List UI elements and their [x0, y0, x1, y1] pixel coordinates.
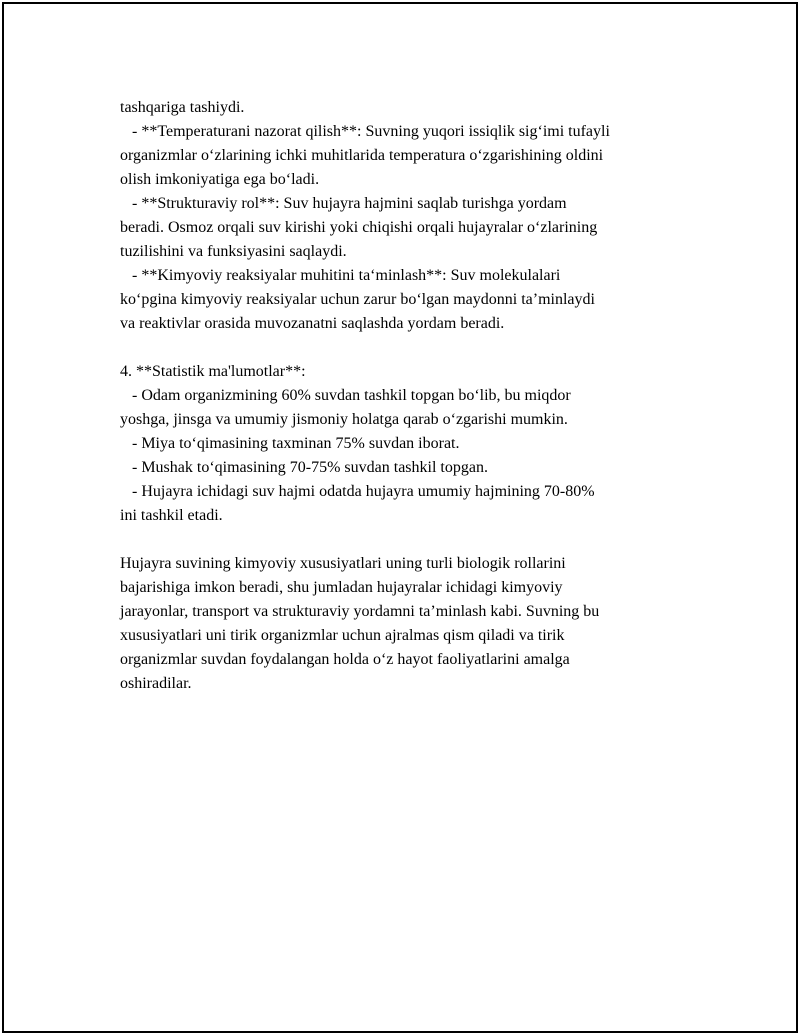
text-line: Hujayra suvining kimyoviy xususiyatlari uning turli biologik rollarini [120, 555, 566, 572]
paragraph-spacer [120, 528, 710, 552]
paragraph-conclusion [120, 552, 710, 696]
text-line: organizmlar o‘zlarining ichki muhitlarida temperatura o‘zgarishining oldini [120, 147, 604, 164]
text-line: va reaktivlar orasida muvozanatni saqlashda yordam beradi. [120, 315, 505, 332]
document-page [2, 2, 798, 1033]
document-body [120, 96, 710, 696]
text-line: olish imkoniyatiga ega bo‘ladi. [120, 171, 320, 188]
paragraph-spacer [120, 336, 710, 360]
text-line: - **Kimyoviy reaksiyalar muhitini ta‘minlash**: Suv molekulalari [120, 267, 561, 284]
text-line: - Mushak to‘qimasining 70-75% suvdan tashkil topgan. [120, 459, 488, 476]
text-line: tuzilishini va funksiyasini saqlaydi. [120, 243, 347, 260]
text-line: ini tashkil etadi. [120, 507, 223, 524]
text-line: xususiyatlari uni tirik organizmlar uchun ajralmas qism qiladi va tirik [120, 627, 565, 644]
text-line: tashqariga tashiydi. [120, 99, 245, 116]
text-line: - **Strukturaviy rol**: Suv hujayra hajmini saqlab turishga yordam [120, 195, 567, 212]
text-line: - **Temperaturani nazorat qilish**: Suvning yuqori issiqlik sig‘imi tufayli [120, 123, 610, 140]
text-line: organizmlar suvdan foydalangan holda o‘z hayot faoliyatlarini amalga [120, 651, 570, 668]
text-line: bajarishiga imkon beradi, shu jumladan hujayralar ichidagi kimyoviy [120, 579, 563, 596]
text-line: ko‘pgina kimyoviy reaksiyalar uchun zarur bo‘lgan maydonni ta’minlaydi [120, 291, 595, 308]
text-line: oshiradilar. [120, 675, 192, 692]
section-heading: 4. **Statistik ma'lumotlar**: [120, 363, 306, 380]
text-line: beradi. Osmoz orqali suv kirishi yoki chiqishi orqali hujayralar o‘zlarining [120, 219, 598, 236]
paragraph-statistics [120, 360, 710, 528]
text-line: yoshga, jinsga va umumiy jismoniy holatga qarab o‘zgarishi mumkin. [120, 411, 568, 428]
text-line: jarayonlar, transport va strukturaviy yordamni ta’minlash kabi. Suvning bu [120, 603, 600, 620]
paragraph-water-roles [120, 96, 710, 336]
text-line: - Odam organizmining 60% suvdan tashkil topgan bo‘lib, bu miqdor [120, 387, 571, 404]
text-line: - Hujayra ichidagi suv hajmi odatda hujayra umumiy hajmining 70-80% [120, 483, 595, 500]
text-line: - Miya to‘qimasining taxminan 75% suvdan iborat. [120, 435, 460, 452]
